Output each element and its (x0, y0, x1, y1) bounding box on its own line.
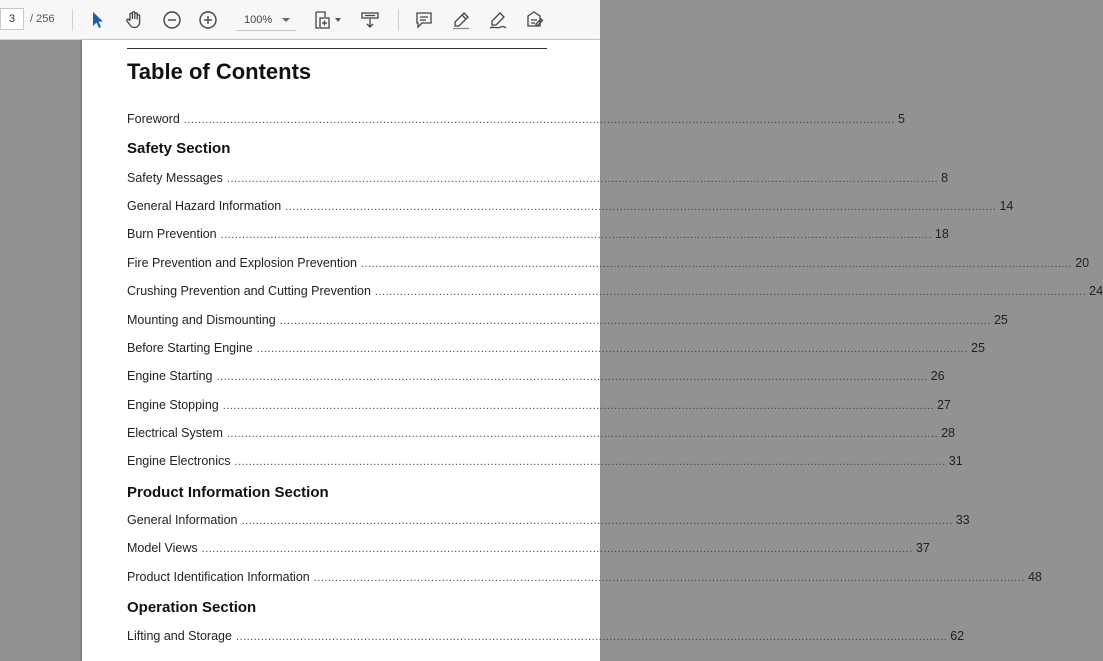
comment-icon[interactable] (412, 8, 436, 32)
pdf-toolbar (0, 0, 600, 40)
toc-entry[interactable] (127, 541, 930, 557)
toc-entry-page: 25 (971, 341, 985, 355)
toc-entry[interactable] (127, 369, 945, 385)
toc-entry-page: 14 (999, 199, 1014, 213)
toolbar-divider (72, 9, 73, 31)
toc-entry[interactable] (127, 112, 905, 128)
toc-entry-label: Safety Messages (127, 171, 223, 185)
toolbar-divider (398, 9, 399, 31)
toc-entry-page: 62 (950, 629, 965, 643)
toc-entry-label: Electrical System (127, 426, 223, 440)
toc-leader-dots: ........................................................................................................................................................................................................ (226, 428, 939, 440)
toc-entry-label: Mounting and Dismounting (127, 313, 276, 327)
zoom-in-icon[interactable] (196, 8, 220, 32)
pdf-page (82, 40, 1103, 661)
toc-entry-label: Burn Prevention (127, 227, 217, 241)
toc-entry[interactable] (127, 284, 1103, 300)
fit-page-icon[interactable] (310, 8, 334, 32)
toc-leader-dots: ........................................................................................................................................................................................................ (285, 201, 997, 213)
toc-entry-label: Before Starting Engine (127, 341, 253, 355)
highlight-icon[interactable] (449, 8, 473, 32)
toc-entry[interactable] (127, 398, 951, 414)
toc-leader-dots: ........................................................................................................................................................................................................ (222, 400, 934, 412)
toc-leader-dots: ........................................................................................................................................................................................................ (313, 572, 1025, 584)
toc-entry-label: General Hazard Information (127, 199, 282, 213)
toc-entry-page: 27 (936, 398, 951, 412)
toc-leader-dots: ........................................................................................................................................................................................................ (361, 258, 1073, 270)
toc-entry[interactable] (127, 256, 1090, 272)
toc-entry-label: Product Identification Information (127, 570, 310, 584)
toc-entry[interactable] (127, 570, 1042, 586)
toc-entry-page: 8 (941, 171, 949, 185)
toc-leader-dots: ........................................................................................................................................................................................................ (226, 173, 939, 185)
zoom-select[interactable] (236, 9, 296, 31)
hand-icon[interactable] (122, 8, 146, 32)
toc-entry-page: 28 (941, 426, 955, 440)
chevron-down-icon (282, 18, 290, 22)
toc-leader-dots: ........................................................................................................................................................................................................ (216, 371, 928, 383)
sign-icon[interactable] (522, 8, 546, 32)
toc-leader-dots: ........................................................................................................................................................................................................ (241, 515, 953, 527)
total-pages-label: / 256 (30, 13, 55, 25)
toc-leader-dots: ........................................................................................................................................................................................................ (374, 286, 1087, 298)
toc-entry[interactable] (127, 341, 985, 357)
zoom-value: 100% (244, 14, 273, 26)
toc-entry-page: 37 (915, 541, 930, 555)
toc-entry-label: Lifting and Storage (127, 629, 232, 643)
toc-entry-page: 18 (934, 227, 949, 241)
toc-leader-dots: ........................................................................................................................................................................................................ (256, 343, 969, 355)
header-rule (127, 48, 547, 49)
toc-entry-page: 31 (948, 454, 963, 468)
toc-section-heading: Product Information Section (127, 484, 329, 501)
fit-dropdown-caret-icon[interactable] (335, 18, 341, 22)
toc-entry[interactable] (127, 199, 1014, 215)
toc-entry[interactable] (127, 426, 955, 442)
toc-entry[interactable] (127, 313, 1008, 329)
toc-entry-label: Engine Stopping (127, 398, 219, 412)
toc-entry-page: 26 (930, 369, 945, 383)
toc-entry-page: 25 (993, 313, 1008, 327)
toc-entry[interactable] (127, 171, 949, 187)
toc-entry-page: 20 (1075, 256, 1090, 270)
toc-entry[interactable] (127, 629, 965, 645)
toc-entry[interactable] (127, 227, 949, 243)
toc-leader-dots: ........................................................................................................................................................................................................ (234, 456, 946, 468)
toc-entry-label: Model Views (127, 541, 198, 555)
toc-section-heading: Safety Section (127, 140, 231, 157)
toc-entry-label: General Information (127, 513, 238, 527)
toc-leader-dots: ........................................................................................................................................................................................................ (220, 229, 932, 241)
toc-entry-label: Crushing Prevention and Cutting Prevention (127, 284, 371, 298)
toc-entry[interactable] (127, 513, 970, 529)
toc-leader-dots: ........................................................................................................................................................................................................ (235, 631, 948, 643)
toc-leader-dots: ........................................................................................................................................................................................................ (279, 315, 991, 327)
toc-entry-label: Engine Starting (127, 369, 213, 383)
toc-leader-dots: ........................................................................................................................................................................................................ (201, 543, 913, 555)
zoom-out-icon[interactable] (160, 8, 184, 32)
toc-entry-page: 5 (898, 112, 905, 126)
toc-entry-page: 48 (1027, 570, 1042, 584)
draw-icon[interactable] (486, 8, 510, 32)
toc-entry-label: Engine Electronics (127, 454, 231, 468)
page-title: Table of Contents (127, 59, 312, 84)
toc-entry[interactable] (127, 454, 963, 470)
toc-section-heading: Operation Section (127, 599, 257, 616)
rotate-icon[interactable] (358, 8, 382, 32)
toc-entry-label: Foreword (127, 112, 180, 126)
toc-entry-label: Fire Prevention and Explosion Prevention (127, 256, 357, 270)
page-number-input[interactable]: 3 (0, 8, 24, 30)
toc-entry-page: 33 (955, 513, 970, 527)
toc-leader-dots: ........................................................................................................................................................................................................ (183, 114, 896, 126)
select-arrow-icon[interactable] (86, 8, 110, 32)
toc-entry-page: 24 (1089, 284, 1103, 298)
